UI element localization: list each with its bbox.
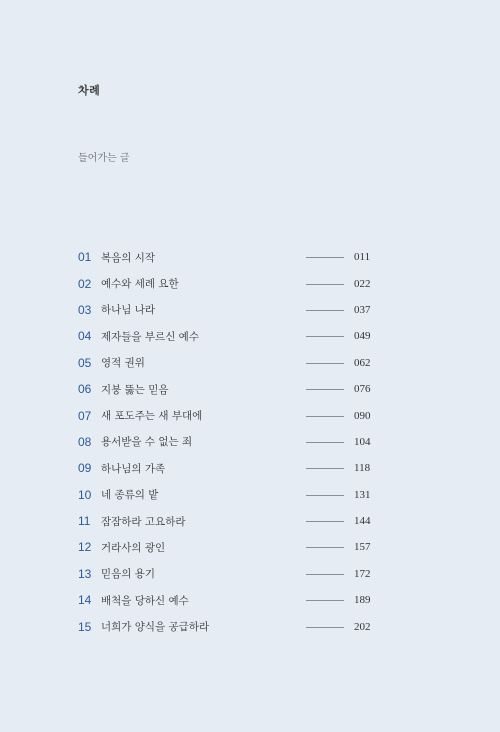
toc-row (78, 587, 378, 613)
leader-line (306, 468, 344, 469)
leader-line (306, 574, 344, 575)
chapter-title: 믿음의 용기 (101, 568, 156, 581)
page-number: 172 (354, 567, 371, 580)
chapter-title: 하나님의 가족 (101, 462, 166, 475)
chapter-title: 하나님 나라 (101, 304, 156, 317)
page-number: 104 (354, 435, 371, 448)
toc-list (78, 244, 378, 640)
chapter-title: 거라사의 광인 (101, 541, 166, 554)
chapter-number: 15 (78, 619, 92, 634)
chapter-title: 복음의 시작 (101, 251, 156, 264)
page-number: 062 (354, 356, 371, 369)
chapter-number: 04 (78, 329, 92, 344)
leader-line (306, 389, 344, 390)
page-number: 049 (354, 330, 371, 343)
chapter-title: 영적 권위 (101, 357, 145, 370)
page-number: 118 (354, 462, 371, 475)
chapter-number: 12 (78, 540, 92, 555)
toc-row (78, 429, 378, 455)
chapter-title: 새 포도주는 새 부대에 (101, 410, 203, 423)
chapter-number: 07 (78, 408, 92, 423)
page-number: 144 (354, 515, 371, 528)
chapter-number: 14 (78, 593, 92, 608)
toc-row (78, 613, 378, 639)
page-number: 157 (354, 541, 371, 554)
page-number: 189 (354, 594, 371, 607)
toc-row (78, 534, 378, 560)
page-number: 202 (354, 620, 371, 633)
toc-row (78, 350, 378, 376)
leader-line (306, 600, 344, 601)
chapter-title: 네 종류의 밭 (101, 489, 159, 502)
chapter-title: 너희가 양식을 공급하라 (101, 621, 210, 634)
intro-entry: 들어가는 글 (78, 153, 130, 164)
chapter-title: 용서받을 수 없는 죄 (101, 436, 193, 449)
chapter-number: 09 (78, 461, 92, 476)
chapter-number: 05 (78, 355, 92, 370)
chapter-number: 10 (78, 487, 92, 502)
chapter-title: 잠잠하라 고요하라 (101, 515, 186, 528)
leader-line (306, 257, 344, 258)
toc-row (78, 297, 378, 323)
page-title: 차례 (78, 84, 101, 97)
leader-line (306, 627, 344, 628)
toc-row (78, 508, 378, 534)
page-number: 011 (354, 251, 371, 264)
toc-row (78, 323, 378, 349)
chapter-title: 배척을 당하신 예수 (101, 594, 189, 607)
toc-row (78, 561, 378, 587)
chapter-number: 01 (78, 250, 92, 265)
leader-line (306, 363, 344, 364)
chapter-number: 06 (78, 382, 92, 397)
toc-row (78, 482, 378, 508)
chapter-number: 03 (78, 302, 92, 317)
toc-row (78, 455, 378, 481)
page-number: 037 (354, 303, 371, 316)
chapter-number: 11 (78, 514, 91, 529)
leader-line (306, 284, 344, 285)
leader-line (306, 547, 344, 548)
chapter-title: 예수와 세례 요한 (101, 278, 179, 291)
chapter-number: 13 (78, 566, 92, 581)
page-number: 022 (354, 277, 371, 290)
chapter-title: 지붕 뚫는 믿음 (101, 383, 169, 396)
toc-row (78, 402, 378, 428)
page-number: 076 (354, 383, 371, 396)
toc-row (78, 270, 378, 296)
leader-line (306, 521, 344, 522)
chapter-title: 제자들을 부르신 예수 (101, 330, 199, 343)
chapter-number: 08 (78, 434, 92, 449)
toc-row (78, 376, 378, 402)
leader-line (306, 416, 344, 417)
chapter-number: 02 (78, 276, 92, 291)
leader-line (306, 442, 344, 443)
toc-row (78, 244, 378, 270)
page-number: 131 (354, 488, 371, 501)
leader-line (306, 495, 344, 496)
page-number: 090 (354, 409, 371, 422)
leader-line (306, 310, 344, 311)
leader-line (306, 336, 344, 337)
